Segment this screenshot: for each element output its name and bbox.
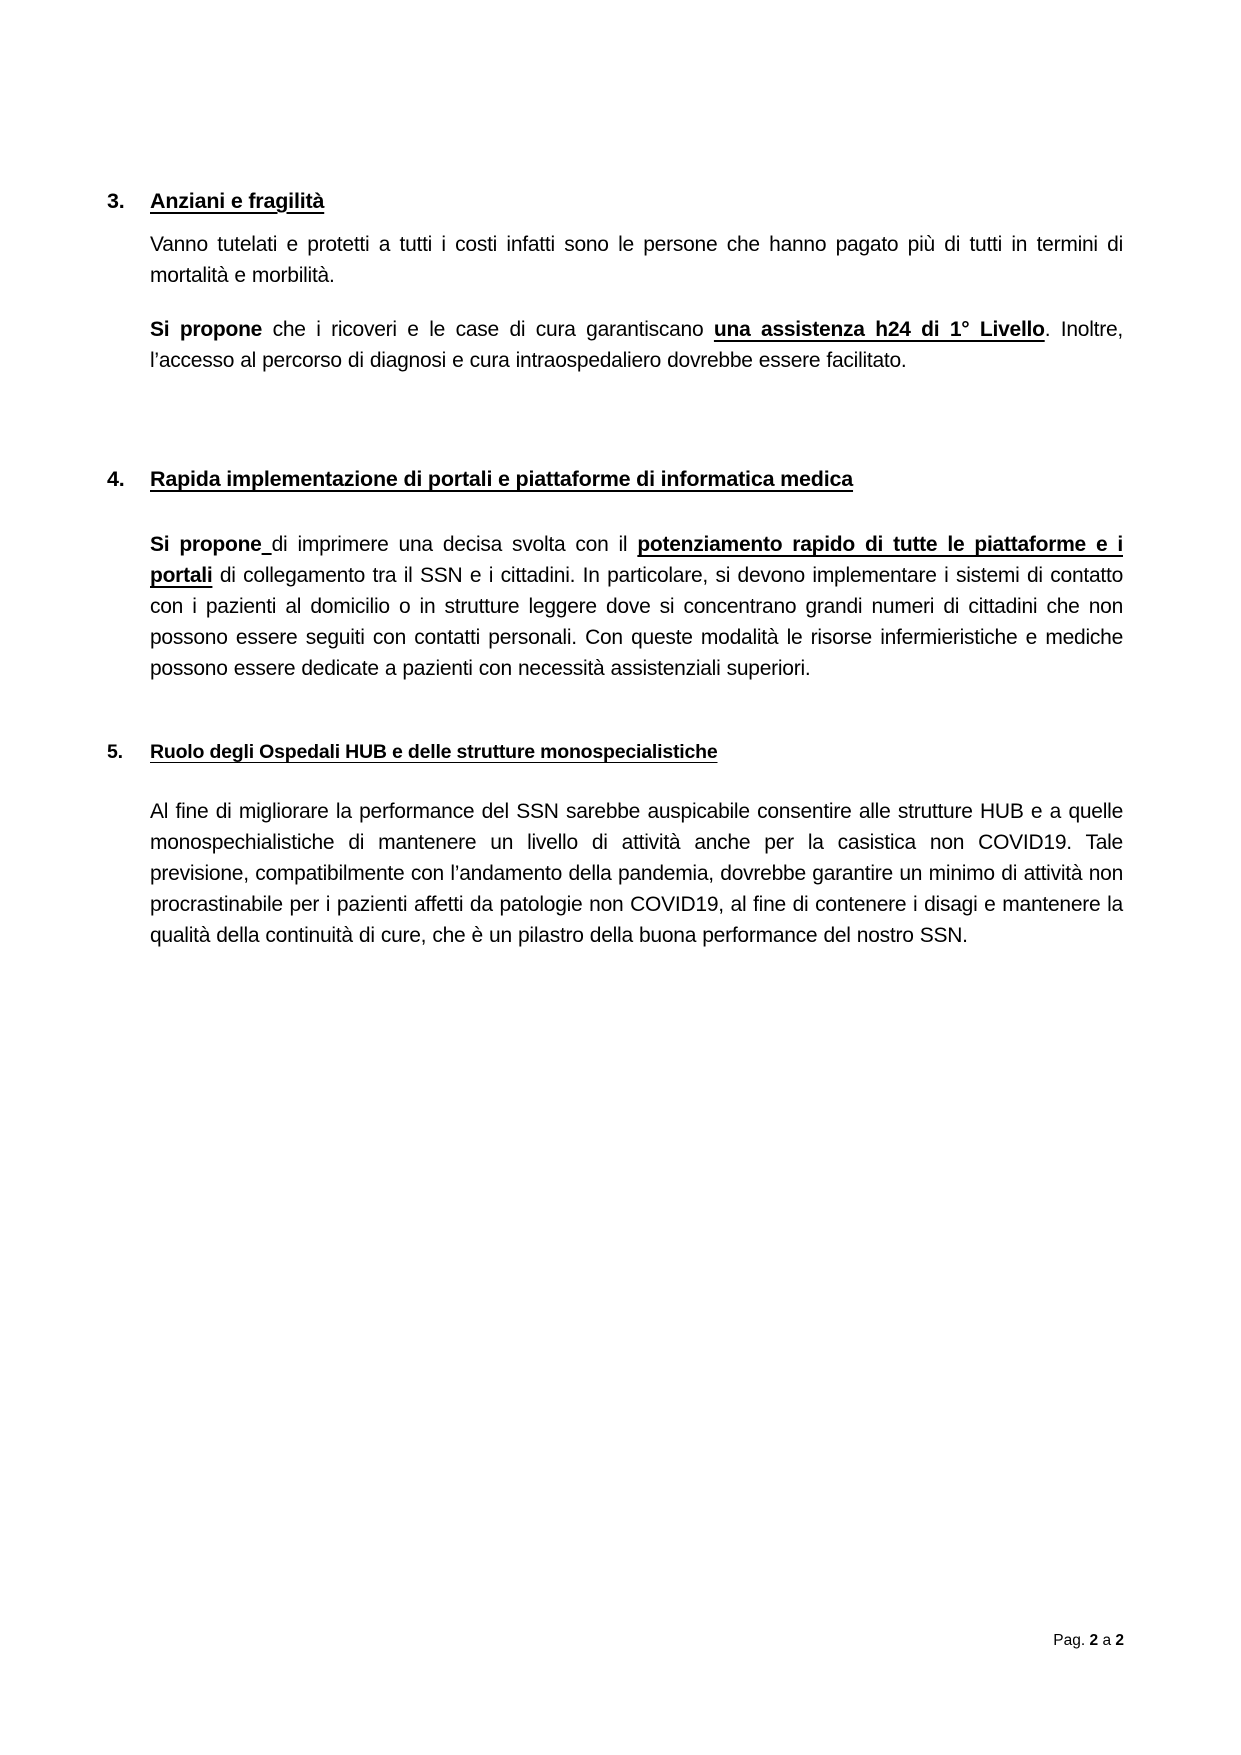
page-footer [1053, 1631, 1124, 1651]
section-4-heading [107, 464, 1123, 495]
footer-label: Pag. [1053, 1632, 1086, 1649]
section-5-number: 5. [107, 741, 123, 763]
section-4-paragraph [150, 529, 1123, 684]
paragraph-text: che i ricoveri e le case di cura garantiscano [262, 318, 714, 341]
section-3-paragraph-1 [150, 229, 1123, 291]
bold-text: Si propone [150, 318, 263, 341]
section-3-paragraph-2 [150, 314, 1123, 376]
section-3-number: 3. [107, 189, 125, 213]
section-4-title: Rapida implementazione di portali e piattaforme di informatica medica [150, 467, 854, 491]
section-3-heading [107, 186, 1123, 217]
section-4-number: 4. [107, 467, 125, 491]
paragraph-text: . Inoltre, l’accesso al percorso di diagnosi e cura intraospedaliero dovrebbe essere facilitato. [150, 318, 1123, 372]
bold-underlined-text: potenziamento rapido di tutte le piattaforme e i portali [150, 533, 1123, 587]
paragraph-text: di imprimere una decisa svolta con il [271, 533, 638, 556]
footer-total-pages: 2 [1115, 1632, 1124, 1649]
section-5-heading [107, 737, 1123, 768]
section-3-title: Anziani e fragilità [150, 189, 325, 213]
bold-text: Si propone [150, 533, 262, 556]
bold-underlined-text: una assistenza h24 di 1° Livello [713, 318, 1045, 341]
footer-separator: a [1102, 1632, 1112, 1649]
paragraph-text: di collegamento tra il SSN e i cittadini. In particolare, si devono implementare i sistemi di contatto con i pazienti al domicilio o in strutture leggere dove si concentrano grandi numeri di cittadini che non possono essere seguiti con contatti personali. Con queste modalità le risorse infermieristiche e mediche possono essere dedicate a pazienti con necessità assistenziali superiori. [150, 564, 1123, 680]
section-5-paragraph [150, 796, 1123, 951]
underlined-space [262, 533, 272, 556]
footer-current-page: 2 [1089, 1632, 1099, 1649]
section-5-title: Ruolo degli Ospedali HUB e delle strutture monospecialistiche [150, 741, 718, 763]
paragraph-text: Al fine di migliorare la performance del SSN sarebbe auspicabile consentire alle strutture HUB e a quelle monospechialistiche di mantenere un livello di attività anche per la casistica non COVID19. Tale previsione, compatibilmente con l’andamento della pandemia, dovrebbe garantire un minimo di attività non procrastinabile per i pazienti affetti da patologie non COVID19, al fine di contenere i disagi e mantenere la qualità della continuità di cure, che è un pilastro della buona performance del nostro SSN. [150, 800, 1123, 947]
paragraph-text: Vanno tutelati e protetti a tutti i costi infatti sono le persone che hanno pagato più di tutti in termini di mortalità e morbilità. [150, 233, 1123, 287]
